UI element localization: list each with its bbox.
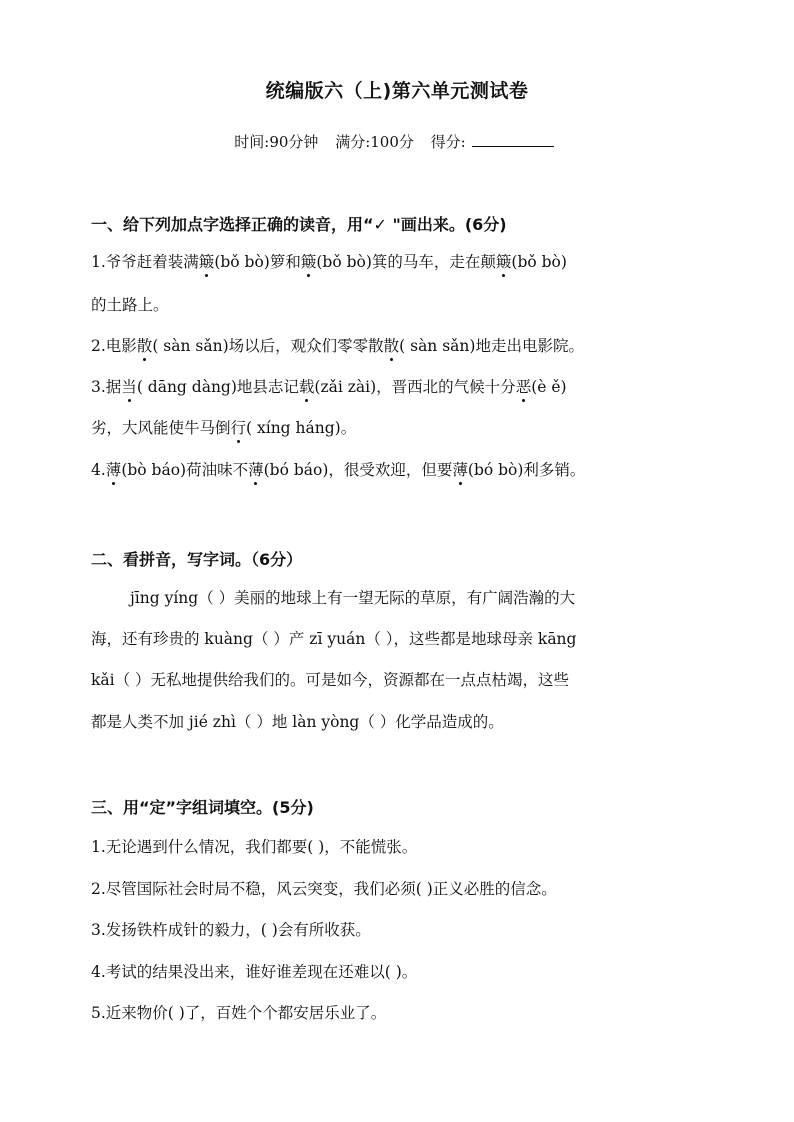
text: 2.电影 (91, 337, 137, 355)
text[interactable]: (bò báo)荷油味不 (121, 461, 249, 479)
s3-q2[interactable]: 2.尽管国际社会时局不稳，风云突变，我们必须( )正义必胜的信念。 (91, 880, 557, 898)
score-blank[interactable] (472, 132, 554, 147)
text[interactable]: (è ě) (531, 378, 567, 396)
dotted-char: 散 (384, 334, 400, 356)
score-field (431, 133, 560, 151)
page-title: 统编版六（上)第六单元测试卷 (265, 80, 529, 102)
s1-q4 (91, 458, 711, 480)
section-2-heading: 二、看拼音，写字词。（6分） (91, 550, 303, 569)
text: 3.据 (91, 378, 122, 396)
text[interactable]: ( xíng háng)。 (246, 419, 357, 437)
score-label: 得分: (430, 133, 466, 151)
text[interactable]: (bó báo)，很受欢迎，但要 (263, 461, 453, 479)
s2-line3[interactable]: kǎi（ ）无私地提供给我们的。可是如今，资源都在一点点枯竭，这些 (91, 671, 570, 689)
text: 1.爷爷赶着装满 (91, 253, 199, 271)
section-3-heading: 三、用“定”字组词填空。(5分) (91, 798, 314, 817)
s2-line2[interactable]: 海，还有珍贵的 kuàng（ ）产 zī yuán（ ），这些都是地球母亲 kāng (91, 630, 577, 648)
dotted-char: 簸 (199, 250, 215, 272)
s1-q2 (91, 334, 711, 356)
text: 4. (91, 461, 106, 479)
text[interactable]: (bó bò)利多销。 (467, 461, 586, 479)
s1-q3-line2 (91, 416, 711, 438)
dotted-char: 行 (231, 416, 247, 438)
s3-q5[interactable]: 5.近来物价( )了，百姓个个都安居乐业了。 (91, 1004, 387, 1022)
text[interactable]: ( sàn sǎn)场以后，观众们零零散 (152, 337, 384, 355)
text[interactable]: (bǒ bò)箕的马车，走在颠 (316, 253, 496, 271)
dotted-char: 簸 (496, 250, 512, 272)
s1-q1-line1 (91, 250, 711, 272)
text[interactable]: (bǒ bò)箩和 (214, 253, 301, 271)
dotted-char: 当 (121, 375, 137, 397)
section-1-heading: 一、给下列加点字选择正确的读音，用“✓ "画出来。(6分) (91, 215, 507, 234)
time-limit: 时间:90分钟 (234, 133, 319, 151)
s3-q3[interactable]: 3.发扬铁杵成针的毅力，( )会有所收获。 (91, 921, 371, 939)
dotted-char: 恶 (516, 375, 532, 397)
s1-q1-line2: 的土路上。 (91, 296, 169, 314)
text: 劣，大风能使牛马倒 (91, 419, 231, 437)
dotted-char: 簸 (301, 250, 317, 272)
s3-q4[interactable]: 4.考试的结果没出来，谁好谁差现在还难以( )。 (91, 963, 418, 981)
s1-q3-line1 (91, 375, 711, 397)
s3-q1[interactable]: 1.无论遇到什么情况，我们都要( )，不能慌张。 (91, 838, 418, 856)
exam-meta (0, 131, 794, 152)
s2-line4[interactable]: 都是人类不加 jié zhì（ ）地 làn yòng（ ）化学品造成的。 (91, 713, 504, 731)
dotted-char: 薄 (248, 458, 264, 480)
full-score: 满分:100分 (335, 133, 414, 151)
text[interactable]: ( sàn sǎn)地走出电影院。 (399, 337, 584, 355)
text[interactable]: (bǒ bò) (511, 253, 567, 271)
text[interactable]: (zǎi zài)，晋西北的气候十分 (314, 378, 516, 396)
dotted-char: 载 (299, 375, 315, 397)
text[interactable]: ( dāng dàng)地县志记 (136, 378, 299, 396)
dotted-char: 散 (137, 334, 153, 356)
dotted-char: 薄 (106, 458, 122, 480)
dotted-char: 薄 (452, 458, 468, 480)
s2-line1[interactable]: jīng yíng（ ）美丽的地球上有一望无际的草原，有广阔浩瀚的大 (130, 589, 576, 607)
